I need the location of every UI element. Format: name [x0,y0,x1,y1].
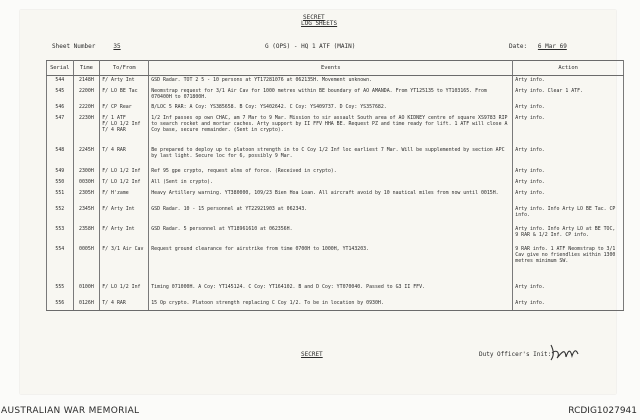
time-cell: 0126H [73,299,100,311]
serial-cell: 552 [47,205,74,225]
log-entry-row [47,146,624,167]
events-cell: GSD Radar. TOT 2 5 - 10 persons at YT17281076 at 062135H. Movement unknown. [149,76,513,88]
events-cell: All (Sent in crypto). [149,178,513,189]
time-cell: 2200H [73,87,100,103]
events-cell: 1/2 Inf passes op own CHAC, am 7 Mar to 9 Mar. Mission to sir assault South area of AO KIDNEY centre of square XS9783 RIP to search rocket and mortar caches. Arty support by II FFV HHA BE. Request PZ and time ready for lift. 1 ATF will close A Coy base, secure remainder. (Sent in crypto). [149,114,513,146]
time-cell: 0100H [73,283,100,299]
to-from-cell: F/ H'zame [100,189,149,205]
action-cell: Arty info. [513,103,624,114]
log-entry-row [47,114,624,146]
to-from-cell: F/ Arty Int [100,205,149,225]
to-from-cell: F/ CP Rear [100,103,149,114]
time-cell: 2300H [73,167,100,178]
log-table-header [47,61,624,76]
to-from-cell: T/ LO 1/2 Inf [100,178,149,189]
action-cell: Arty info. [513,283,624,299]
sheet-date [509,43,567,50]
column-header-serial: Serial [47,61,74,76]
log-table [46,60,624,311]
action-cell: Arty info. [513,76,624,88]
serial-cell: 545 [47,87,74,103]
column-header-to-from: To/From [100,61,149,76]
log-entry-row [47,87,624,103]
time-cell: 2358H [73,225,100,245]
security-classification-bottom: SECRET [301,351,323,358]
log-entry-row [47,103,624,114]
to-from-cell: F/ 3/1 Air Cav [100,245,149,283]
log-entry-row [47,178,624,189]
events-cell: Be prepared to deploy up to platoon strength in to C Coy 1/2 Inf loc earliest 7 Mar. Will be supplemented by section APC by last light. Secure loc for 6, possibly 9 Mar. [149,146,513,167]
serial-cell: 554 [47,245,74,283]
to-from-cell: T/ 4 RAR [100,299,149,311]
log-entry-row [47,189,624,205]
sheet-number-label: Sheet Number [52,43,96,50]
column-header-time: Time [73,61,100,76]
to-from-cell: F/ LO BE Tac [100,87,149,103]
time-cell: 2220H [73,103,100,114]
time-cell: 2148H [73,76,100,88]
action-cell: Arty info. Clear 1 ATF. [513,87,624,103]
action-cell: Arty info. [513,114,624,146]
to-from-cell: T/ 4 RAR [100,146,149,167]
duty-officer-label: Duty Officer's Init: [479,351,552,358]
serial-cell: 544 [47,76,74,88]
unit-heading: G (OPS) - HQ 1 ATF (MAIN) [265,43,356,50]
action-cell: Arty info. [513,299,624,311]
action-cell: Arty info. [513,178,624,189]
column-header-events: Events [149,61,513,76]
events-cell: GSD Radar. 5 personnel at YT18961610 at 062356H. [149,225,513,245]
log-entry-row [47,205,624,225]
sheet-number-value: 35 [113,43,121,50]
column-header-action: Action [513,61,624,76]
record-id-caption: RCDIG1027941 [568,406,637,416]
serial-cell: 547 [47,114,74,146]
events-cell: 15 Op crypto. Platoon strength replacing C Coy 1/2. To be in location by 0930H. [149,299,513,311]
action-cell: Arty info. Info Arty LO at BE TOC, 9 RAR & 1/2 Inf. CP info. [513,225,624,245]
events-cell: GSD Radar. 10 - 15 personnel at YT22921903 at 062343. [149,205,513,225]
time-cell: 0030H [73,178,100,189]
time-cell: 2345H [73,205,100,225]
to-from-cell: F/ Arty Int [100,225,149,245]
to-from-cell-line: F/ LO 1/2 Inf [102,121,141,128]
to-from-cell: F/ LO 1/2 Inf [100,167,149,178]
events-cell: Neomstrap request for 3/1 Air Cav for 1000 metres within BE boundary of AO AMANDA. From YT125135 to YT103165. From 070400H to 071800H. [149,87,513,103]
serial-cell: 550 [47,178,74,189]
action-cell: Arty info. [513,189,624,205]
serial-cell: 553 [47,225,74,245]
action-cell: Arty info. [513,167,624,178]
to-from-cell [100,114,149,146]
serial-cell: 551 [47,189,74,205]
action-cell: Arty info. [513,146,624,167]
events-cell: Request ground clearance for airstrike from time 0700H to 1000H, YT143203. [149,245,513,283]
action-cell: Arty info. Info Arty LO BE Tac. CP info. [513,205,624,225]
time-cell: 2230H [73,114,100,146]
time-cell: 0005H [73,245,100,283]
log-entry-row [47,225,624,245]
date-value: 6 Mar 69 [537,43,567,50]
duty-officer-signature [548,342,580,362]
action-cell: 9 RAR info. 1 ATF Neomstrap to 3/1 Cav give no friendlies within 1300 metres minimum SW. [513,245,624,283]
log-table-body [47,76,624,311]
serial-cell: 555 [47,283,74,299]
time-cell: 2305H [73,189,100,205]
serial-cell: 546 [47,103,74,114]
events-cell: Timing 071000H. A Coy: YT145124. C Coy: YT164102. B and D Coy: YT070040. Passed to G3 II FFV. [149,283,513,299]
serial-cell: 548 [47,146,74,167]
to-from-cell: F/ Arty Int [100,76,149,88]
log-entry-row [47,283,624,299]
sheet-number [52,43,121,50]
date-label: Date: [509,43,528,50]
time-cell: 2245H [73,146,100,167]
security-classification-top: SECRET [303,14,325,21]
events-cell: B/LOC 5 RAR: A Coy: YS385658. B Coy: YS402642. C Coy: YS409737. D Coy: YS357682. [149,103,513,114]
institution-caption: AUSTRALIAN WAR MEMORIAL [1,406,140,416]
log-entry-row [47,76,624,88]
log-entry-row [47,245,624,283]
log-sheet-title: LOG SHEETS [301,20,338,27]
to-from-cell-line: F/ 1 ATF [102,115,126,121]
log-entry-row [47,299,624,311]
serial-cell: 556 [47,299,74,311]
log-sheet-page [20,10,616,394]
log-entry-row [47,167,624,178]
to-from-cell: F/ LO 1/2 Inf [100,283,149,299]
events-cell: Ref 95 gpe crypto, request alms of force. (Received in crypto). [149,167,513,178]
serial-cell: 549 [47,167,74,178]
events-cell: Heavy Artillery warning. YT380000, 109/23 Bien Hoa Loan. All aircraft avoid by 10 nautical miles from now until 0015H. [149,189,513,205]
to-from-cell-line: T/ 4 RAR [102,127,126,134]
